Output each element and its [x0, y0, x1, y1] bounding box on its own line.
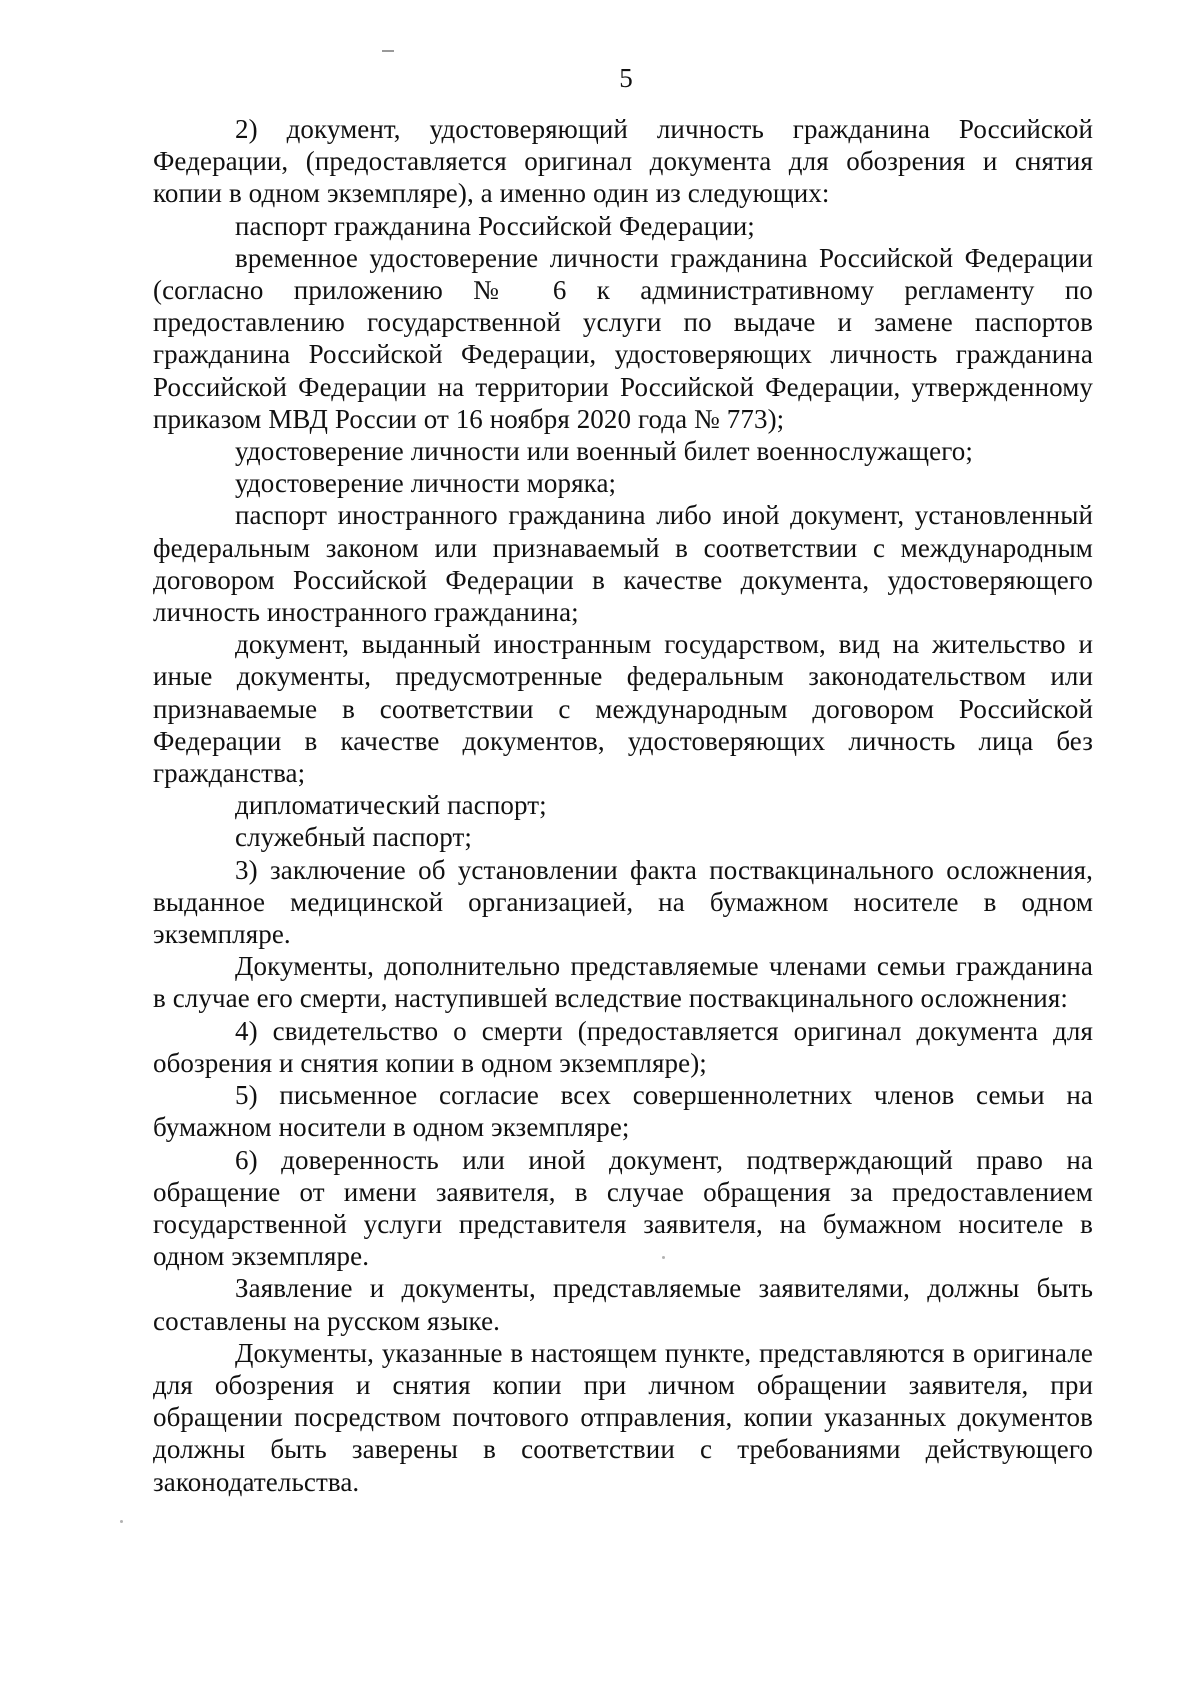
paragraph-russian-language: Заявление и документы, представляемые заявителями, должны быть составлены на русском языке.: [153, 1273, 1093, 1336]
paragraph-stateless-documents: документ, выданный иностранным государством, вид на жительство и иные документы, предусмотренные федеральным законодательством или признаваемые в соответствии с международным договором Российской Федерации в качестве документов, удостоверяющих личность лица без гражданства;: [153, 629, 1093, 789]
paragraph-item-3-medical-conclusion: 3) заключение об установлении факта поствакцинального осложнения, выданное медицинской организацией, на бумажном носителе в одном экземпляре.: [153, 854, 1093, 950]
paragraph-item-2-identity-document: 2) документ, удостоверяющий личность гражданина Российской Федерации, (предоставляется оригинал документа для обозрения и снятия копии в одном экземпляре), а именно один из следующих:: [153, 114, 1093, 209]
scan-speck: [662, 1256, 665, 1259]
scan-artifact-mark: [382, 50, 394, 52]
paragraph-originals-and-copies: Документы, указанные в настоящем пункте, представляются в оригинале для обозрения и снятия копии при личном обращении заявителя, при обращении посредством почтового отправления, копии указанных документов должны быть заверены в соответствии с требованиями действующего законодательства.: [153, 1337, 1093, 1497]
paragraph-military-id: удостоверение личности или военный билет военнослужащего;: [235, 436, 973, 467]
paragraph-item-5-written-consent: 5) письменное согласие всех совершеннолетних членов семьи на бумажном носители в одном экземпляре;: [153, 1080, 1093, 1143]
paragraph-passport-rf: паспорт гражданина Российской Федерации;: [235, 210, 755, 241]
document-body: [153, 113, 1093, 1498]
paragraph-diplomatic-passport: дипломатический паспорт;: [235, 790, 547, 821]
paragraph-family-documents-intro: Документы, дополнительно представляемые членами семьи гражданина в случае его смерти, наступившей вследствие поствакцинального осложнения:: [153, 951, 1093, 1014]
paragraph-foreign-passport: паспорт иностранного гражданина либо иной документ, установленный федеральным законом или признаваемый в соответствии с международным договором Российской Федерации в качестве документа, удостоверяющего личность иностранного гражданина;: [153, 500, 1093, 628]
paragraph-temporary-id: временное удостоверение личности гражданина Российской Федерации (согласно приложению № 6 к административному регламенту по предоставлению государственной услуги по выдаче и замене паспортов гражданина Российской Федерации, удостоверяющих личность гражданина Российской Федерации на территории Российской Федерации, утвержденному приказом МВД России от 16 ноября 2020 года № 773);: [153, 242, 1093, 434]
paragraph-item-6-power-of-attorney: 6) доверенность или иной документ, подтверждающий право на обращение от имени заявителя, в случае обращения за предоставлением государственной услуги представителя заявителя, на бумажном носителе в одном экземпляре.: [153, 1144, 1093, 1272]
page-number: 5: [619, 63, 633, 93]
paragraph-item-4-death-certificate: 4) свидетельство о смерти (предоставляется оригинал документа для обозрения и снятия копии в одном экземпляре);: [153, 1015, 1093, 1078]
paragraph-service-passport: служебный паспорт;: [235, 822, 473, 853]
scan-speck: [120, 1520, 123, 1523]
paragraph-seaman-id: удостоверение личности моряка;: [235, 468, 617, 499]
